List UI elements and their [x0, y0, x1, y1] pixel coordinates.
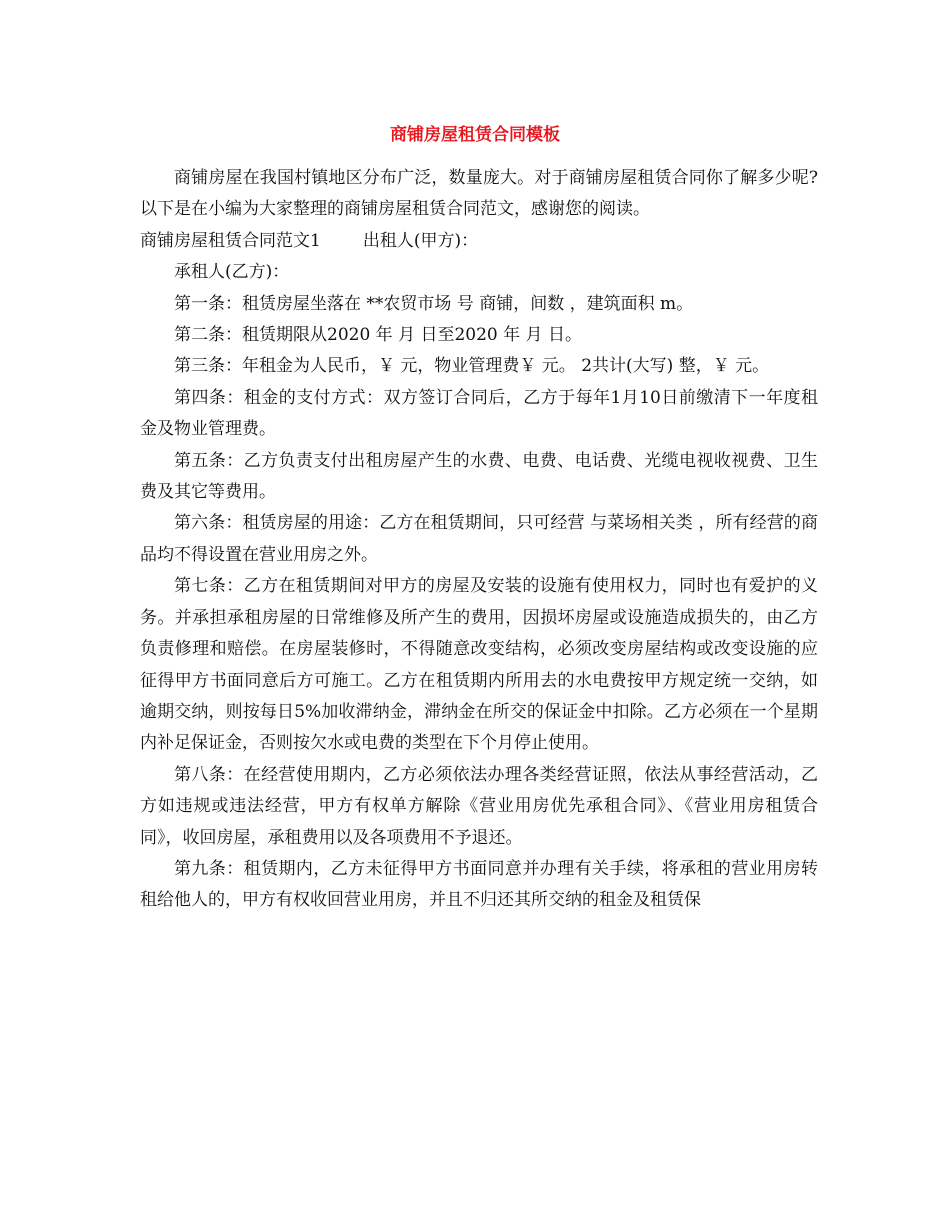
article-2: 第二条：租赁期限从2020 年 月 日至2020 年 月 日。: [174, 325, 582, 346]
article-7: 第七条：乙方在租赁期间对甲方的房屋及安装的设施有使用权力，同时也有爱护的义务。并承担承租房屋的日常维修及所产生的费用，因损坏房屋或设施造成损失的，由乙方负责修理和赔偿。在房屋装修时，不得随意改变结构，必须改变房屋结构或改变设施的应征得甲方书面同意后方可施工。乙方在租赁期内所用去的水电费按甲方规定统一交纳，如逾期交纳，则按每日5%加收滞纳金，滞纳金在所交的保证金中扣除。乙方必须在一个星期内补足保证金，否则按欠水或电费的类型在下个月停止使用。: [140, 576, 818, 754]
article-4: 第四条：租金的支付方式：双方签订合同后，乙方于每年1月10日前缴清下一年度租金及物业管理费。: [140, 387, 818, 440]
article-8: 第八条：在经营使用期内，乙方必须依法办理各类经营证照，依法从事经营活动，乙方如违规或违法经营，甲方有权单方解除《营业用房优先承租合同》、《营业用房租赁合同》，收回房屋，承租费用以及各项费用不予退还。: [140, 764, 818, 848]
intro-paragraph: 商铺房屋在我国村镇地区分布广泛，数量庞大。对于商铺房屋租赁合同你了解多少呢?以下是在小编为大家整理的商铺房屋租赁合同范文，感谢您的阅读。: [140, 168, 818, 220]
lessor-label: 出租人(甲方)：: [362, 230, 479, 251]
document-body: [140, 163, 818, 917]
article-6: 第六条：租赁房屋的用途：乙方在租赁期间，只可经营 与菜场相关类 ，所有经营的商品均不得设置在营业用房之外。: [140, 513, 818, 565]
article-9: 第九条：租赁期内，乙方未征得甲方书面同意并办理有关手续，将承租的营业用房转租给他人的，甲方有权收回营业用房，并且不归还其所交纳的租金及租赁保: [140, 858, 818, 911]
document-title: 商铺房屋租赁合同模板: [390, 125, 560, 145]
sample-label: 商铺房屋租赁合同范文1: [140, 230, 321, 251]
sample-heading-line: [140, 226, 818, 257]
article-5: 第五条：乙方负责支付出租房屋产生的水费、电费、电话费、光缆电视收视费、卫生费及其它等费用。: [140, 450, 818, 503]
article-1: 第一条：租赁房屋坐落在 **农贸市场 号 商铺，间数 ，建筑面积 m。: [174, 293, 694, 314]
article-3: 第三条：年租金为人民币，￥ 元，物业管理费￥ 元。 2共计(大写) 整，￥ 元。: [174, 356, 770, 377]
lessee-label: 承租人(乙方)：: [174, 262, 290, 283]
